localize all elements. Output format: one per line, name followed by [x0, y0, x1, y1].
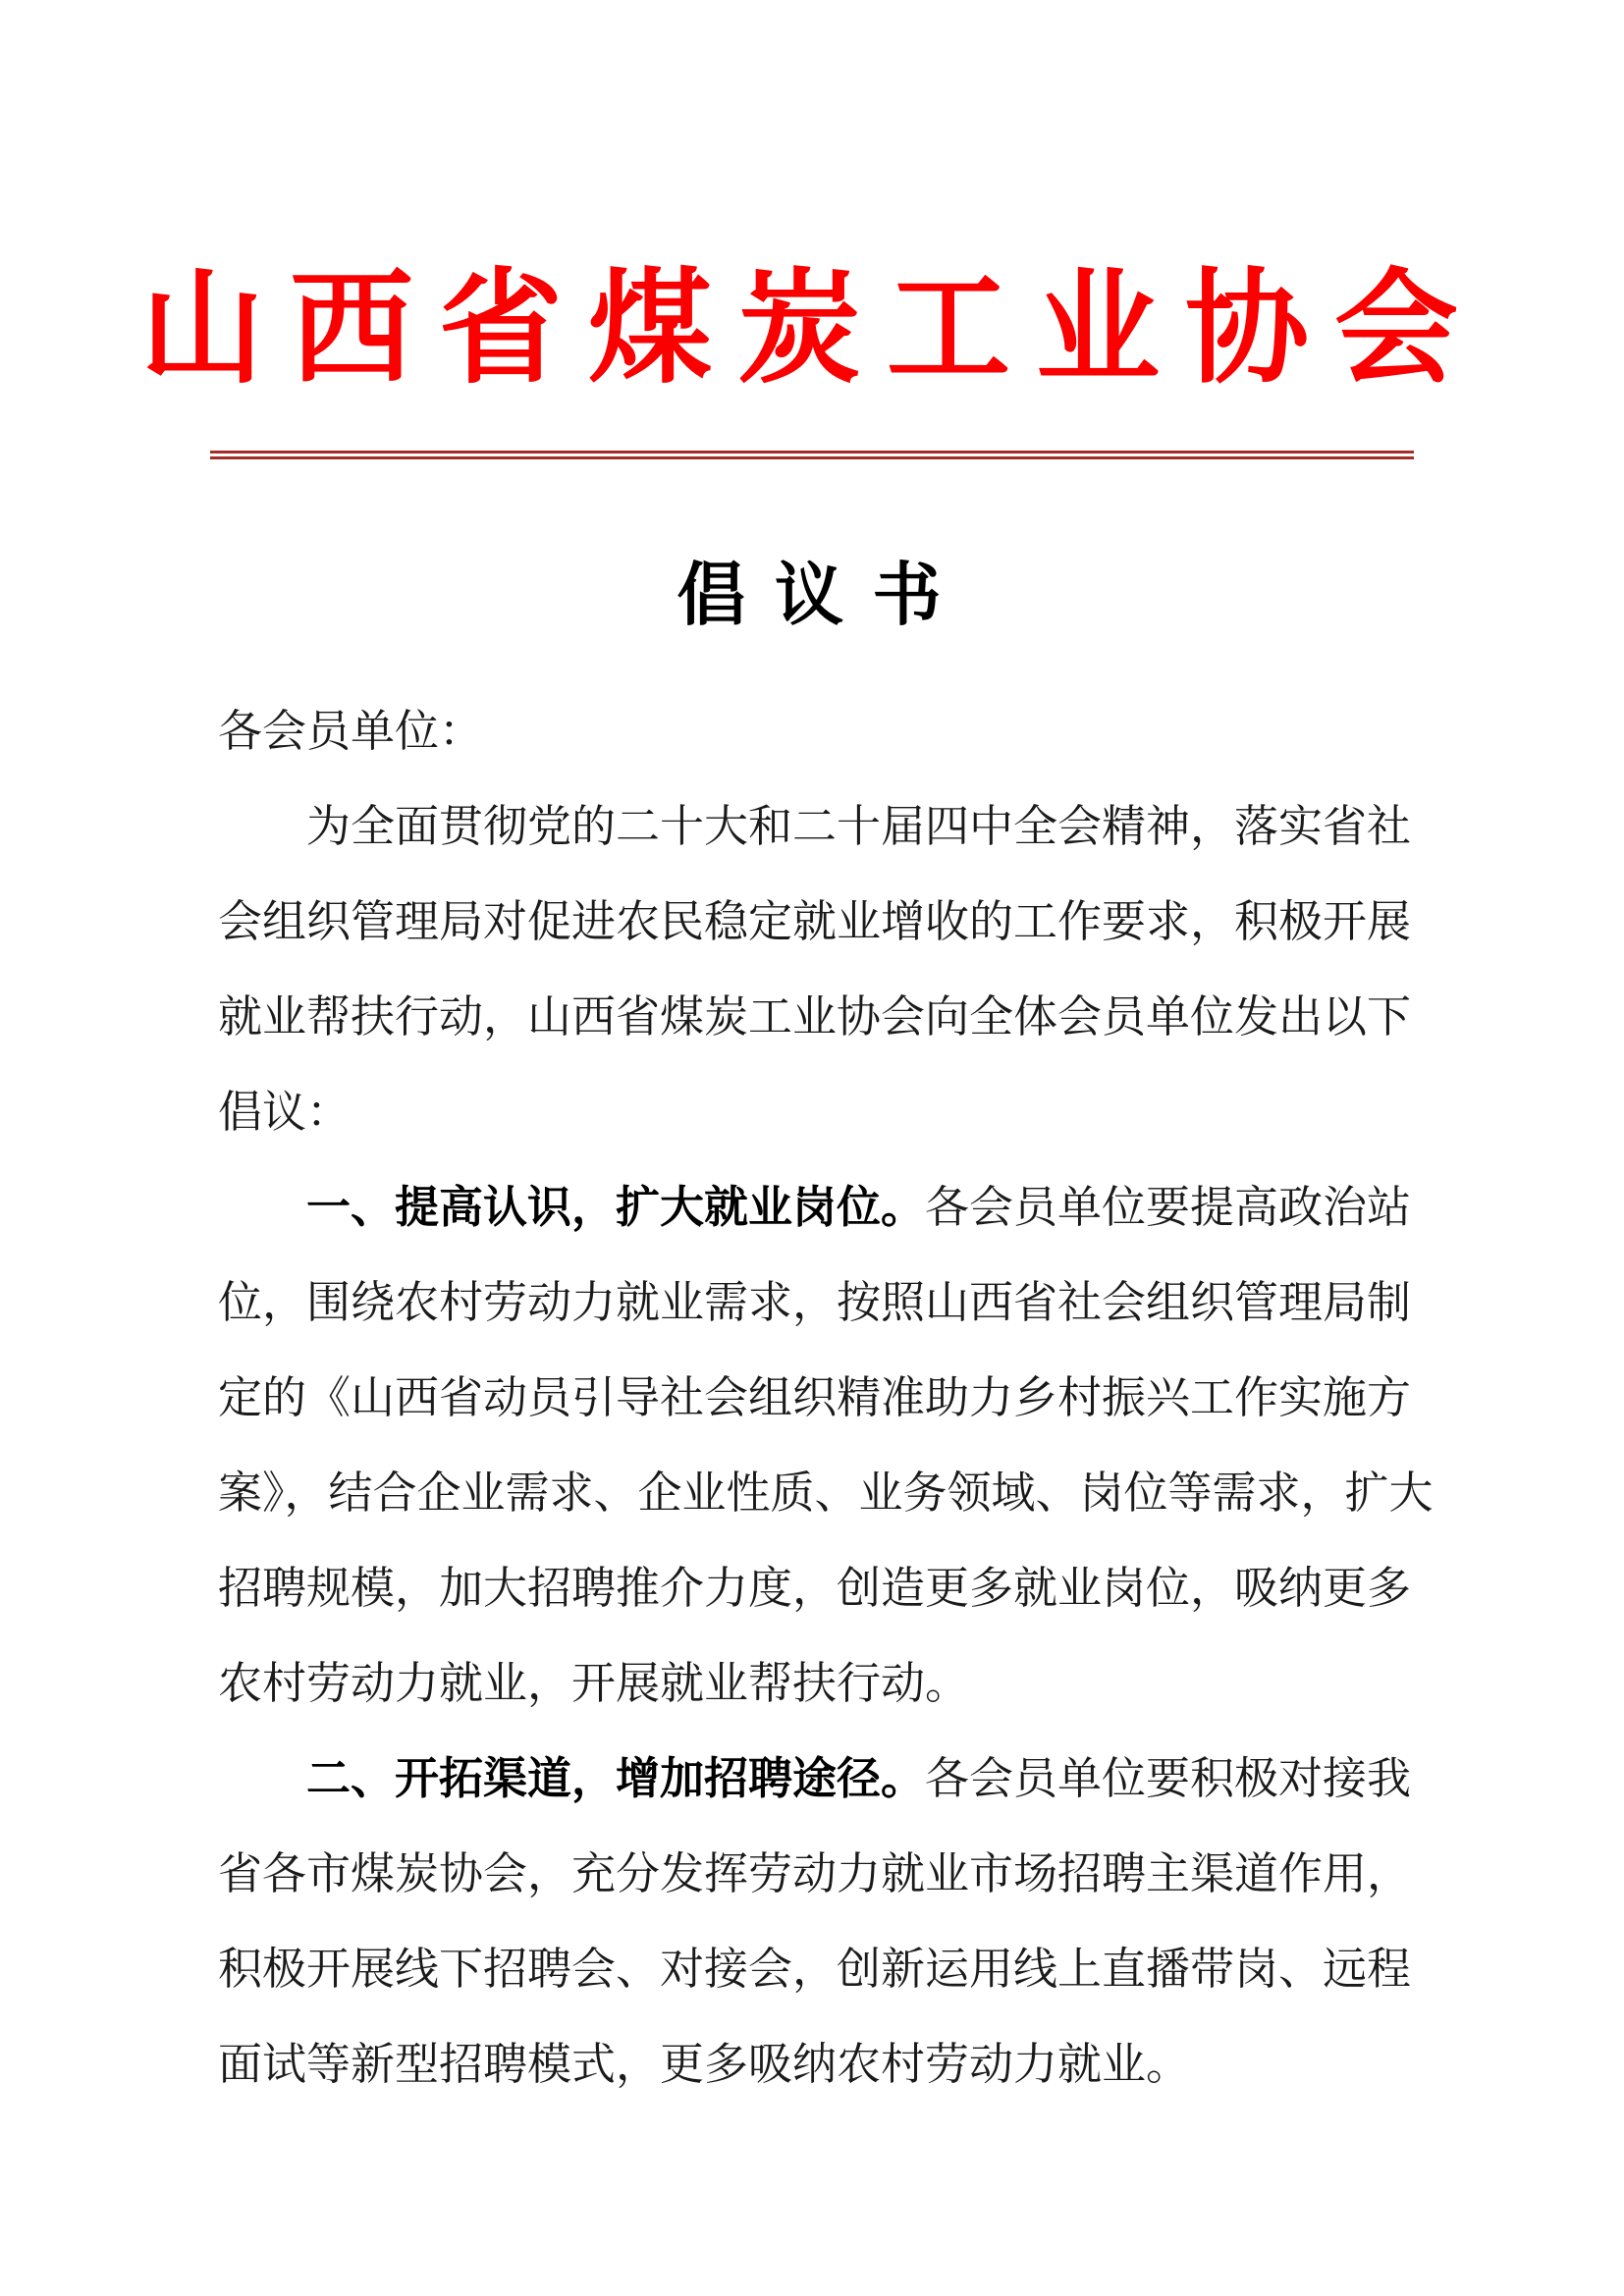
text-line	[218, 2016, 1414, 2111]
text-line	[218, 1064, 1414, 1159]
text-line	[218, 874, 1414, 969]
text-line	[218, 1635, 1414, 1731]
text-line	[218, 1826, 1414, 1921]
text-line	[218, 1921, 1414, 2016]
document-body	[0, 683, 1624, 2111]
text-line	[218, 683, 1414, 778]
letterhead-org-title: 山西省煤炭工业协会	[140, 262, 1484, 399]
line-text: 各会员单位：	[218, 707, 484, 756]
line-text: 省各市煤炭协会，充分发挥劳动力就业市场招聘主渠道作用，	[218, 1849, 1412, 1898]
line-text: 积极开展线下招聘会、对接会，创新运用线上直播带岗、远程	[218, 1945, 1412, 1994]
letterhead-divider-line	[210, 451, 1414, 459]
line-text: 案》，结合企业需求、企业性质、业务领域、岗位等需求，扩大	[218, 1468, 1434, 1518]
document-title: 倡 议 书	[677, 559, 947, 634]
line-text: 各会员单位要提高政治站	[925, 1183, 1412, 1232]
line-text: 就业帮扶行动，山西省煤炭工业协会向全体会员单位发出以下	[218, 992, 1412, 1041]
line-text: 各会员单位要积极对接我	[925, 1754, 1412, 1803]
text-line	[218, 1445, 1434, 1540]
text-line	[218, 1350, 1414, 1445]
line-text: 面试等新型招聘模式，更多吸纳农村劳动力就业。	[218, 2040, 1191, 2089]
text-line	[218, 1159, 1414, 1255]
line-text: 农村劳动力就业，开展就业帮扶行动。	[218, 1659, 970, 1708]
line-text: 定的《山西省动员引导社会组织精准助力乡村振兴工作实施方	[218, 1373, 1412, 1422]
bold-lead-in-text: 一、提高认识，扩大就业岗位。	[306, 1182, 926, 1232]
text-line	[218, 969, 1414, 1064]
text-line	[218, 1731, 1414, 1826]
text-line	[218, 1255, 1414, 1350]
line-text: 招聘规模，加大招聘推介力度，创造更多就业岗位，吸纳更多	[218, 1564, 1412, 1613]
text-line	[218, 1540, 1414, 1635]
line-text: 倡议：	[218, 1088, 352, 1137]
text-line	[218, 778, 1414, 874]
line-text: 位，围绕农村劳动力就业需求，按照山西省社会组织管理局制	[218, 1278, 1412, 1327]
line-text: 为全面贯彻党的二十大和二十届四中全会精神，落实省社	[306, 802, 1412, 851]
bold-lead-in-text: 二、开拓渠道，增加招聘途径。	[306, 1753, 926, 1803]
line-text: 会组织管理局对促进农民稳定就业增收的工作要求，积极开展	[218, 897, 1412, 946]
